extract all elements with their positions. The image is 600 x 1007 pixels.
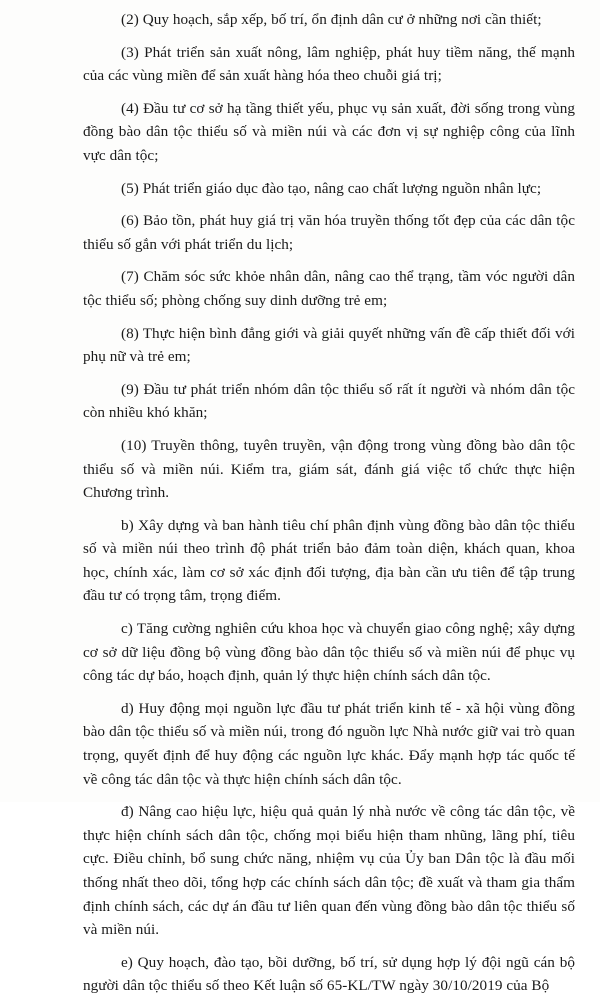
paragraph-item-4: (4) Đầu tư cơ sở hạ tầng thiết yếu, phục vụ sản xuất, đời sống trong vùng đồng bào dân tộc thiểu số và miền núi và các đơn vị sự nghiệp công của lĩnh vực dân tộc; [83,99,575,164]
document-body [83,8,575,1007]
paragraph-item-9: (9) Đầu tư phát triển nhóm dân tộc thiểu số rất ít người và nhóm dân tộc còn nhiều khó khăn; [83,380,575,422]
paragraph-item-8: (8) Thực hiện bình đẳng giới và giải quyết những vấn đề cấp thiết đối với phụ nữ và trẻ em; [83,324,575,366]
paragraph-item-3: (3) Phát triển sản xuất nông, lâm nghiệp, phát huy tiềm năng, thế mạnh của các vùng miền để sản xuất hàng hóa theo chuỗi giá trị; [83,43,575,85]
paragraph-section-dd: đ) Nâng cao hiệu lực, hiệu quả quản lý nhà nước về công tác dân tộc, về thực hiện chính sách dân tộc, chống mọi biểu hiện tham nhũng, lãng phí, tiêu cực. Điều chỉnh, bổ sung chức năng, nhiệm vụ của Ủy ban Dân tộc là đầu mối thống nhất theo dõi, tổng hợp các chính sách dân tộc; đề xuất và tham gia thẩm định chính sách, các dự án đầu tư liên quan đến vùng đồng bào dân tộc thiểu số và miền núi. [83,803,575,939]
paragraph-section-b: b) Xây dựng và ban hành tiêu chí phân định vùng đồng bào dân tộc thiểu số và miền núi theo trình độ phát triển bảo đảm toàn diện, khách quan, khoa học, chính xác, làm cơ sở xác định đối tượng, địa bàn cần ưu tiên để tập trung đầu tư có trọng tâm, trọng điểm. [83,516,575,605]
paragraph-item-6: (6) Bảo tồn, phát huy giá trị văn hóa truyền thống tốt đẹp của các dân tộc thiểu số gắn với phát triển du lịch; [83,212,575,253]
paragraph-section-c: c) Tăng cường nghiên cứu khoa học và chuyển giao công nghệ; xây dựng cơ sở dữ liệu đồng bộ vùng đồng bào dân tộc thiểu số và miền núi để phục vụ công tác dự báo, hoạch định, quản lý thực hiện chính sách dân tộc. [83,620,575,685]
paragraph-item-2: (2) Quy hoạch, sắp xếp, bố trí, ổn định dân cư ở những nơi cần thiết; [121,11,542,28]
paragraph-item-5: (5) Phát triển giáo dục đào tạo, nâng cao chất lượng nguồn nhân lực; [121,179,542,197]
paragraph-item-7: (7) Chăm sóc sức khỏe nhân dân, nâng cao thể trạng, tầm vóc người dân tộc thiểu số; phòng chống suy dinh dưỡng trẻ em; [83,268,575,309]
paragraph-section-d: d) Huy động mọi nguồn lực đầu tư phát triển kinh tế - xã hội vùng đồng bào dân tộc thiểu số và miền núi, trong đó nguồn lực Nhà nước giữ vai trò quan trọng, quyết định để huy động các nguồn lực khác. Đẩy mạnh hợp tác quốc tế về công tác dân tộc và thực hiện chính sách dân tộc. [83,699,575,788]
paragraph-item-10: (10) Truyền thông, tuyên truyền, vận động trong vùng đồng bào dân tộc thiểu số và miền núi. Kiểm tra, giám sát, đánh giá việc tổ chức thực hiện Chương trình. [83,436,575,502]
paragraph-section-e: e) Quy hoạch, đào tạo, bồi dưỡng, bố trí, sử dụng hợp lý đội ngũ cán bộ người dân tộc thiểu số theo Kết luận số 65-KL/TW ngày 30/10/2019 của Bộ [83,953,575,995]
